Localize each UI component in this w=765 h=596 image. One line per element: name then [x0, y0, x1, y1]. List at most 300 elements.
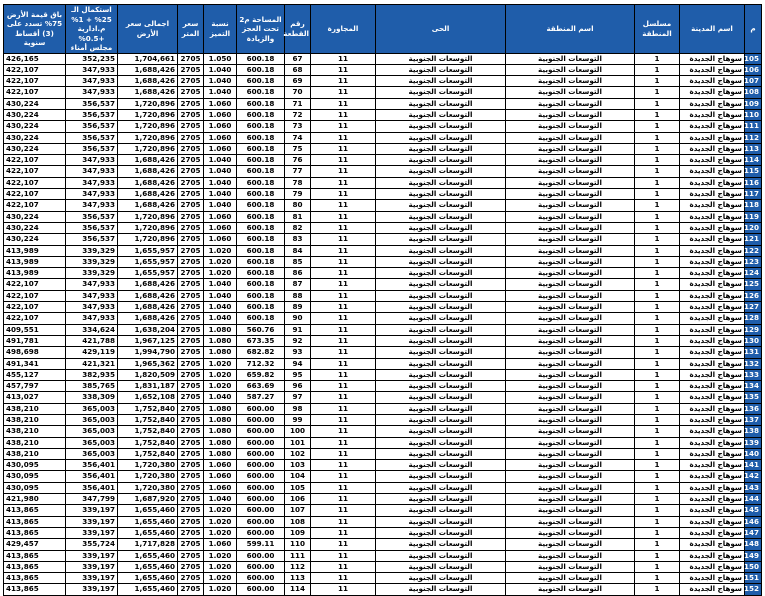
area: 600.00 — [237, 561, 285, 572]
row-index: 1143 — [745, 482, 762, 493]
zone-name: التوسعات الجنوبية — [506, 527, 635, 538]
zone-name: التوسعات الجنوبية — [506, 584, 635, 595]
area: 600.18 — [237, 64, 285, 75]
area: 673.35 — [237, 335, 285, 346]
area: 587.27 — [237, 392, 285, 403]
completion-payment: 347,933 — [66, 64, 118, 75]
remaining-balance: 413,865 — [4, 505, 66, 516]
zone-name: التوسعات الجنوبية — [506, 471, 635, 482]
plot-number: 111 — [285, 550, 311, 561]
table-row — [4, 573, 762, 584]
plot-number: 88 — [285, 290, 311, 301]
plot-number: 106 — [285, 494, 311, 505]
premium-ratio: 1.020 — [204, 550, 237, 561]
row-index: 1130 — [745, 335, 762, 346]
district: التوسعات الجنوبية — [376, 234, 506, 245]
premium-ratio: 1.040 — [204, 494, 237, 505]
total-price: 1,638,204 — [118, 324, 178, 335]
remaining-balance: 438,210 — [4, 437, 66, 448]
area: 682.82 — [237, 347, 285, 358]
meter-price: 2705 — [178, 279, 204, 290]
row-index: 1148 — [745, 539, 762, 550]
remaining-balance: 413,989 — [4, 245, 66, 256]
zone-serial: 1 — [635, 155, 680, 166]
header-neighborhood: المجاورة — [311, 5, 376, 54]
neighborhood: 11 — [311, 256, 376, 267]
plot-number: 84 — [285, 245, 311, 256]
zone-serial: 1 — [635, 415, 680, 426]
plot-number: 80 — [285, 200, 311, 211]
header-plot-number: رقم القطعة — [285, 5, 311, 54]
plot-number: 97 — [285, 392, 311, 403]
area: 600.00 — [237, 403, 285, 414]
zone-serial: 1 — [635, 313, 680, 324]
meter-price: 2705 — [178, 53, 204, 64]
premium-ratio: 1.050 — [204, 53, 237, 64]
row-index: 1112 — [745, 132, 762, 143]
table-row — [4, 381, 762, 392]
district: التوسعات الجنوبية — [376, 527, 506, 538]
neighborhood: 11 — [311, 109, 376, 120]
plot-number: 74 — [285, 132, 311, 143]
zone-name: التوسعات الجنوبية — [506, 426, 635, 437]
remaining-balance: 422,107 — [4, 155, 66, 166]
zone-name: التوسعات الجنوبية — [506, 335, 635, 346]
city-name: سوهاج الجديدة — [680, 527, 745, 538]
zone-serial: 1 — [635, 132, 680, 143]
completion-payment: 347,933 — [66, 302, 118, 313]
premium-ratio: 1.040 — [204, 64, 237, 75]
plot-number: 90 — [285, 313, 311, 324]
meter-price: 2705 — [178, 550, 204, 561]
remaining-balance: 430,095 — [4, 460, 66, 471]
completion-payment: 356,401 — [66, 482, 118, 493]
remaining-balance: 413,865 — [4, 584, 66, 595]
district: التوسعات الجنوبية — [376, 290, 506, 301]
zone-serial: 1 — [635, 324, 680, 335]
city-name: سوهاج الجديدة — [680, 415, 745, 426]
zone-serial: 1 — [635, 369, 680, 380]
completion-payment: 338,309 — [66, 392, 118, 403]
meter-price: 2705 — [178, 471, 204, 482]
remaining-balance: 422,107 — [4, 64, 66, 75]
header-meter-price: سعر المتر — [178, 5, 204, 54]
district: التوسعات الجنوبية — [376, 471, 506, 482]
premium-ratio: 1.040 — [204, 279, 237, 290]
total-price: 1,994,790 — [118, 347, 178, 358]
premium-ratio: 1.080 — [204, 426, 237, 437]
zone-name: التوسعات الجنوبية — [506, 448, 635, 459]
premium-ratio: 1.060 — [204, 98, 237, 109]
neighborhood: 11 — [311, 279, 376, 290]
plot-number: 85 — [285, 256, 311, 267]
table-row — [4, 448, 762, 459]
premium-ratio: 1.020 — [204, 527, 237, 538]
table-row — [4, 234, 762, 245]
district: التوسعات الجنوبية — [376, 369, 506, 380]
district: التوسعات الجنوبية — [376, 516, 506, 527]
meter-price: 2705 — [178, 98, 204, 109]
district: التوسعات الجنوبية — [376, 550, 506, 561]
neighborhood: 11 — [311, 132, 376, 143]
neighborhood: 11 — [311, 448, 376, 459]
completion-payment: 339,197 — [66, 516, 118, 527]
completion-payment: 356,537 — [66, 222, 118, 233]
table-row — [4, 64, 762, 75]
plot-number: 68 — [285, 64, 311, 75]
total-price: 1,687,920 — [118, 494, 178, 505]
plot-number: 67 — [285, 53, 311, 64]
row-index: 1138 — [745, 426, 762, 437]
plot-number: 99 — [285, 415, 311, 426]
remaining-balance: 422,107 — [4, 290, 66, 301]
zone-name: التوسعات الجنوبية — [506, 279, 635, 290]
neighborhood: 11 — [311, 381, 376, 392]
zone-name: التوسعات الجنوبية — [506, 415, 635, 426]
zone-serial: 1 — [635, 550, 680, 561]
zone-serial: 1 — [635, 516, 680, 527]
zone-serial: 1 — [635, 437, 680, 448]
area: 600.18 — [237, 234, 285, 245]
remaining-balance: 430,224 — [4, 132, 66, 143]
remaining-balance: 422,107 — [4, 76, 66, 87]
city-name: سوهاج الجديدة — [680, 189, 745, 200]
area: 600.18 — [237, 313, 285, 324]
land-price-table — [3, 4, 762, 596]
district: التوسعات الجنوبية — [376, 98, 506, 109]
area: 600.18 — [237, 200, 285, 211]
remaining-balance: 430,224 — [4, 211, 66, 222]
row-index: 1134 — [745, 381, 762, 392]
premium-ratio: 1.040 — [204, 200, 237, 211]
district: التوسعات الجنوبية — [376, 155, 506, 166]
remaining-balance: 430,224 — [4, 98, 66, 109]
meter-price: 2705 — [178, 211, 204, 222]
remaining-balance: 413,989 — [4, 268, 66, 279]
area: 600.18 — [237, 189, 285, 200]
zone-name: التوسعات الجنوبية — [506, 166, 635, 177]
area: 600.18 — [237, 121, 285, 132]
zone-serial: 1 — [635, 290, 680, 301]
remaining-balance: 438,210 — [4, 448, 66, 459]
zone-name: التوسعات الجنوبية — [506, 76, 635, 87]
zone-name: التوسعات الجنوبية — [506, 109, 635, 120]
city-name: سوهاج الجديدة — [680, 121, 745, 132]
district: التوسعات الجنوبية — [376, 109, 506, 120]
plot-number: 113 — [285, 573, 311, 584]
zone-serial: 1 — [635, 53, 680, 64]
area: 600.18 — [237, 268, 285, 279]
row-index: 1129 — [745, 324, 762, 335]
city-name: سوهاج الجديدة — [680, 471, 745, 482]
completion-payment: 347,933 — [66, 279, 118, 290]
meter-price: 2705 — [178, 64, 204, 75]
zone-name: التوسعات الجنوبية — [506, 121, 635, 132]
neighborhood: 11 — [311, 415, 376, 426]
remaining-balance: 422,107 — [4, 200, 66, 211]
table-row — [4, 189, 762, 200]
zone-serial: 1 — [635, 76, 680, 87]
city-name: سوهاج الجديدة — [680, 166, 745, 177]
area: 600.18 — [237, 211, 285, 222]
neighborhood: 11 — [311, 166, 376, 177]
table-row — [4, 358, 762, 369]
table-row — [4, 335, 762, 346]
total-price: 1,704,661 — [118, 53, 178, 64]
zone-name: التوسعات الجنوبية — [506, 222, 635, 233]
meter-price: 2705 — [178, 324, 204, 335]
meter-price: 2705 — [178, 437, 204, 448]
table-row — [4, 426, 762, 437]
zone-name: التوسعات الجنوبية — [506, 313, 635, 324]
zone-serial: 1 — [635, 358, 680, 369]
completion-payment: 347,933 — [66, 87, 118, 98]
area: 600.18 — [237, 76, 285, 87]
city-name: سوهاج الجديدة — [680, 539, 745, 550]
area: 600.18 — [237, 87, 285, 98]
plot-number: 69 — [285, 76, 311, 87]
row-index: 1118 — [745, 200, 762, 211]
meter-price: 2705 — [178, 369, 204, 380]
premium-ratio: 1.020 — [204, 358, 237, 369]
premium-ratio: 1.060 — [204, 222, 237, 233]
neighborhood: 11 — [311, 471, 376, 482]
district: التوسعات الجنوبية — [376, 437, 506, 448]
row-index: 1117 — [745, 189, 762, 200]
total-price: 1,752,840 — [118, 437, 178, 448]
remaining-balance: 413,865 — [4, 516, 66, 527]
city-name: سوهاج الجديدة — [680, 516, 745, 527]
plot-number: 100 — [285, 426, 311, 437]
neighborhood: 11 — [311, 573, 376, 584]
area: 560.76 — [237, 324, 285, 335]
completion-payment: 385,765 — [66, 381, 118, 392]
area: 600.18 — [237, 222, 285, 233]
meter-price: 2705 — [178, 347, 204, 358]
plot-number: 102 — [285, 448, 311, 459]
remaining-balance: 409,551 — [4, 324, 66, 335]
remaining-balance: 491,781 — [4, 335, 66, 346]
area: 600.18 — [237, 166, 285, 177]
zone-serial: 1 — [635, 98, 680, 109]
header-remaining-balance: باق قيمة الأرض 75% تسدد على (3) أقساط سنوية — [4, 5, 66, 54]
total-price: 1,720,896 — [118, 222, 178, 233]
completion-payment: 347,933 — [66, 200, 118, 211]
district: التوسعات الجنوبية — [376, 279, 506, 290]
completion-payment: 339,197 — [66, 561, 118, 572]
plot-number: 73 — [285, 121, 311, 132]
row-index: 1115 — [745, 166, 762, 177]
premium-ratio: 1.060 — [204, 234, 237, 245]
plot-number: 76 — [285, 155, 311, 166]
meter-price: 2705 — [178, 302, 204, 313]
zone-name: التوسعات الجنوبية — [506, 87, 635, 98]
completion-payment: 339,329 — [66, 245, 118, 256]
total-price: 1,655,460 — [118, 527, 178, 538]
district: التوسعات الجنوبية — [376, 132, 506, 143]
row-index: 1150 — [745, 561, 762, 572]
neighborhood: 11 — [311, 324, 376, 335]
meter-price: 2705 — [178, 313, 204, 324]
city-name: سوهاج الجديدة — [680, 313, 745, 324]
total-price: 1,688,426 — [118, 200, 178, 211]
premium-ratio: 1.060 — [204, 471, 237, 482]
area: 600.18 — [237, 132, 285, 143]
row-index: 1121 — [745, 234, 762, 245]
neighborhood: 11 — [311, 482, 376, 493]
plot-number: 98 — [285, 403, 311, 414]
plot-number: 75 — [285, 143, 311, 154]
premium-ratio: 1.040 — [204, 392, 237, 403]
district: التوسعات الجنوبية — [376, 381, 506, 392]
row-index: 1149 — [745, 550, 762, 561]
completion-payment: 339,197 — [66, 505, 118, 516]
remaining-balance: 422,107 — [4, 87, 66, 98]
row-index: 1123 — [745, 256, 762, 267]
plot-number: 81 — [285, 211, 311, 222]
header-row — [4, 5, 762, 54]
total-price: 1,688,426 — [118, 64, 178, 75]
table-row — [4, 290, 762, 301]
row-index: 1106 — [745, 64, 762, 75]
table-row — [4, 313, 762, 324]
district: التوسعات الجنوبية — [376, 53, 506, 64]
header-zone-serial: مسلسل المنطقة — [635, 5, 680, 54]
completion-payment: 339,197 — [66, 573, 118, 584]
area: 600.00 — [237, 550, 285, 561]
city-name: سوهاج الجديدة — [680, 505, 745, 516]
table-row — [4, 415, 762, 426]
remaining-balance: 413,865 — [4, 561, 66, 572]
city-name: سوهاج الجديدة — [680, 268, 745, 279]
table-row — [4, 155, 762, 166]
neighborhood: 11 — [311, 460, 376, 471]
row-index: 1126 — [745, 290, 762, 301]
neighborhood: 11 — [311, 268, 376, 279]
row-index: 1124 — [745, 268, 762, 279]
zone-name: التوسعات الجنوبية — [506, 132, 635, 143]
plot-number: 104 — [285, 471, 311, 482]
zone-serial: 1 — [635, 143, 680, 154]
zone-name: التوسعات الجنوبية — [506, 53, 635, 64]
city-name: سوهاج الجديدة — [680, 53, 745, 64]
total-price: 1,752,840 — [118, 426, 178, 437]
zone-serial: 1 — [635, 335, 680, 346]
completion-payment: 347,799 — [66, 494, 118, 505]
area: 600.00 — [237, 415, 285, 426]
premium-ratio: 1.080 — [204, 448, 237, 459]
row-index: 1110 — [745, 109, 762, 120]
district: التوسعات الجنوبية — [376, 222, 506, 233]
remaining-balance: 422,107 — [4, 279, 66, 290]
total-price: 1,720,380 — [118, 482, 178, 493]
zone-name: التوسعات الجنوبية — [506, 561, 635, 572]
row-index: 1140 — [745, 448, 762, 459]
row-index: 1135 — [745, 392, 762, 403]
zone-name: التوسعات الجنوبية — [506, 64, 635, 75]
completion-payment: 339,329 — [66, 256, 118, 267]
neighborhood: 11 — [311, 561, 376, 572]
district: التوسعات الجنوبية — [376, 505, 506, 516]
district: التوسعات الجنوبية — [376, 392, 506, 403]
plot-number: 70 — [285, 87, 311, 98]
district: التوسعات الجنوبية — [376, 426, 506, 437]
city-name: سوهاج الجديدة — [680, 98, 745, 109]
district: التوسعات الجنوبية — [376, 87, 506, 98]
city-name: سوهاج الجديدة — [680, 87, 745, 98]
zone-serial: 1 — [635, 448, 680, 459]
plot-number: 78 — [285, 177, 311, 188]
remaining-balance: 426,165 — [4, 53, 66, 64]
row-index: 1122 — [745, 245, 762, 256]
header-area: المساحة م2 تحت العجز والزيادة — [237, 5, 285, 54]
meter-price: 2705 — [178, 403, 204, 414]
city-name: سوهاج الجديدة — [680, 460, 745, 471]
area: 600.00 — [237, 482, 285, 493]
row-index: 1133 — [745, 369, 762, 380]
row-index: 1132 — [745, 358, 762, 369]
row-index: 1116 — [745, 177, 762, 188]
total-price: 1,720,896 — [118, 132, 178, 143]
neighborhood: 11 — [311, 121, 376, 132]
area: 599.11 — [237, 539, 285, 550]
completion-payment: 365,003 — [66, 448, 118, 459]
completion-payment: 365,003 — [66, 403, 118, 414]
table-row — [4, 268, 762, 279]
neighborhood: 11 — [311, 98, 376, 109]
premium-ratio: 1.040 — [204, 177, 237, 188]
row-index: 1107 — [745, 76, 762, 87]
table-row — [4, 177, 762, 188]
meter-price: 2705 — [178, 177, 204, 188]
row-index: 1142 — [745, 471, 762, 482]
table-row — [4, 347, 762, 358]
total-price: 1,967,125 — [118, 335, 178, 346]
neighborhood: 11 — [311, 516, 376, 527]
area: 600.18 — [237, 98, 285, 109]
zone-serial: 1 — [635, 403, 680, 414]
zone-name: التوسعات الجنوبية — [506, 482, 635, 493]
meter-price: 2705 — [178, 87, 204, 98]
premium-ratio: 1.020 — [204, 245, 237, 256]
row-index: 1152 — [745, 584, 762, 595]
table-row — [4, 369, 762, 380]
area: 600.18 — [237, 109, 285, 120]
neighborhood: 11 — [311, 313, 376, 324]
district: التوسعات الجنوبية — [376, 200, 506, 211]
meter-price: 2705 — [178, 155, 204, 166]
city-name: سوهاج الجديدة — [680, 177, 745, 188]
zone-name: التوسعات الجنوبية — [506, 256, 635, 267]
premium-ratio: 1.020 — [204, 505, 237, 516]
total-price: 1,720,896 — [118, 234, 178, 245]
zone-name: التوسعات الجنوبية — [506, 505, 635, 516]
zone-serial: 1 — [635, 584, 680, 595]
zone-name: التوسعات الجنوبية — [506, 143, 635, 154]
premium-ratio: 1.040 — [204, 87, 237, 98]
zone-serial: 1 — [635, 200, 680, 211]
zone-serial: 1 — [635, 279, 680, 290]
district: التوسعات الجنوبية — [376, 482, 506, 493]
district: التوسعات الجنوبية — [376, 539, 506, 550]
meter-price: 2705 — [178, 505, 204, 516]
city-name: سوهاج الجديدة — [680, 132, 745, 143]
plot-number: 112 — [285, 561, 311, 572]
area: 600.18 — [237, 177, 285, 188]
table-row — [4, 471, 762, 482]
zone-name: التوسعات الجنوبية — [506, 369, 635, 380]
completion-payment: 356,537 — [66, 98, 118, 109]
